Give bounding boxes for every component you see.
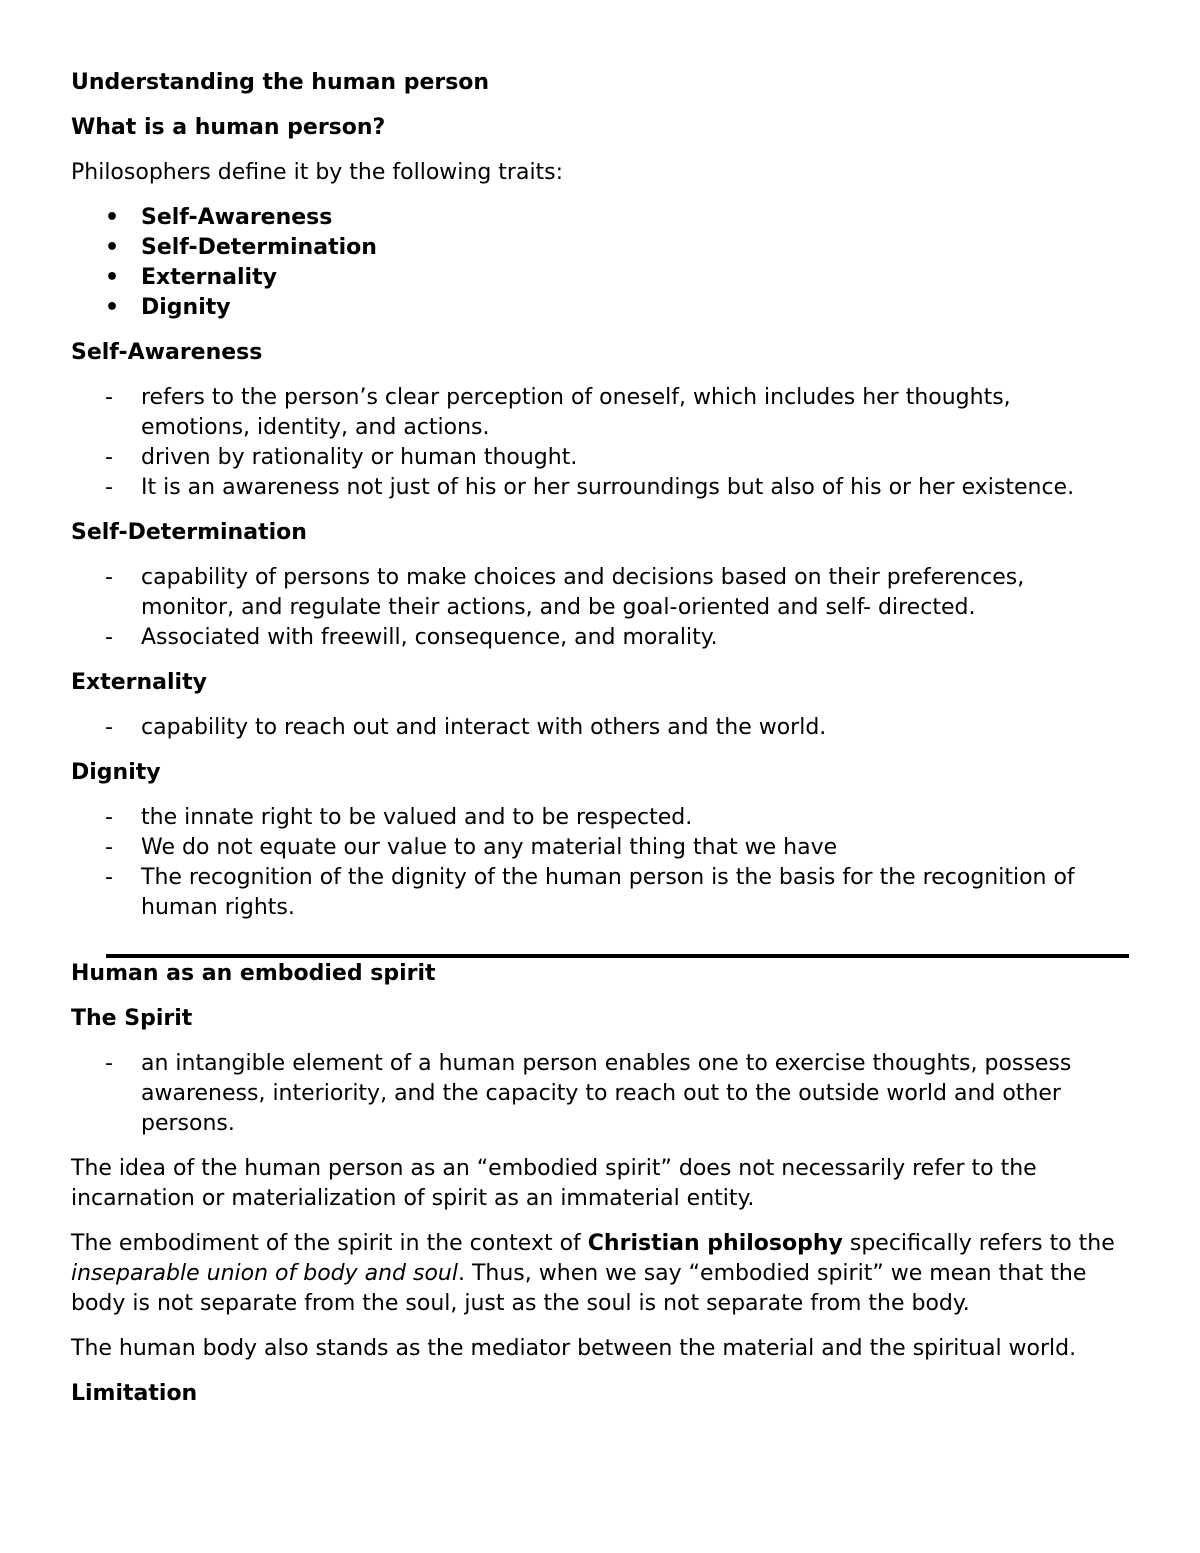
emphasis-bold: Christian philosophy — [587, 1231, 843, 1256]
list-item: - the innate right to be valued and to be respected. — [105, 805, 693, 830]
limitation-heading: Limitation — [71, 1381, 198, 1406]
list-item: • Self-Determination — [71, 233, 1131, 263]
list-item: - driven by rationality or human thought. — [105, 445, 578, 470]
document-title: Understanding the human person — [71, 70, 490, 95]
dignity-points — [71, 803, 1131, 923]
list-item: - capability of persons to make choices and decisions based on their preferences, monitor, and regulate their actions, and be goal-oriented and self- directed. — [105, 565, 1025, 620]
bullet-icon: • — [105, 265, 120, 290]
list-item: - The recognition of the dignity of the human person is the basis for the recognition of human rights. — [105, 865, 1075, 920]
document-page — [71, 68, 1131, 1409]
list-item: - Associated with freewill, consequence, and morality. — [105, 625, 718, 650]
bullet-icon: • — [105, 205, 120, 230]
section-heading-dignity: Dignity — [71, 760, 161, 785]
question-heading: What is a human person? — [71, 115, 386, 140]
list-item: • Dignity — [71, 293, 1131, 323]
externality-points — [71, 713, 1131, 743]
list-item: • Self-Awareness — [71, 203, 1131, 233]
section-divider — [106, 954, 1129, 958]
spirit-heading: The Spirit — [71, 1006, 193, 1031]
section-heading-self-awareness: Self-Awareness — [71, 340, 263, 365]
self-determination-points — [71, 563, 1131, 653]
paragraph-embodied-spirit: The idea of the human person as an “embodied spirit” does not necessarily refer to the incarnation or materialization of spirit as an immaterial entity. — [71, 1156, 1037, 1211]
section-heading-externality: Externality — [71, 670, 207, 695]
emphasis-italic: inseparable union of body and soul — [71, 1261, 458, 1286]
bullet-icon: • — [105, 295, 120, 320]
list-item: - It is an awareness not just of his or her surroundings but also of his or her existence. — [105, 475, 1075, 500]
self-awareness-points — [71, 383, 1131, 503]
list-item: - refers to the person’s clear perception of oneself, which includes her thoughts, emotions, identity, and actions. — [105, 385, 1011, 440]
section-heading-self-determination: Self-Determination — [71, 520, 307, 545]
list-item: - capability to reach out and interact with others and the world. — [105, 715, 827, 740]
bullet-icon: • — [105, 235, 120, 260]
list-item: • Externality — [71, 263, 1131, 293]
intro-text: Philosophers define it by the following traits: — [71, 160, 564, 185]
list-item: - We do not equate our value to any material thing that we have — [105, 835, 838, 860]
part2-title: Human as an embodied spirit — [71, 961, 436, 986]
list-item: - an intangible element of a human person enables one to exercise thoughts, possess awareness, interiority, and the capacity to reach out to the outside world and other persons. — [105, 1051, 1072, 1136]
paragraph-christian-philosophy: The embodiment of the spirit in the context of Christian philosophy specifically refers to the inseparable union of body and soul. Thus, when we say “embodied spirit” we mean that the body is not separate from the soul, just as the soul is not separate from the body. — [71, 1231, 1115, 1316]
traits-list — [71, 203, 1131, 323]
paragraph-mediator: The human body also stands as the mediator between the material and the spiritual world. — [71, 1336, 1077, 1361]
spirit-points — [71, 1049, 1131, 1139]
